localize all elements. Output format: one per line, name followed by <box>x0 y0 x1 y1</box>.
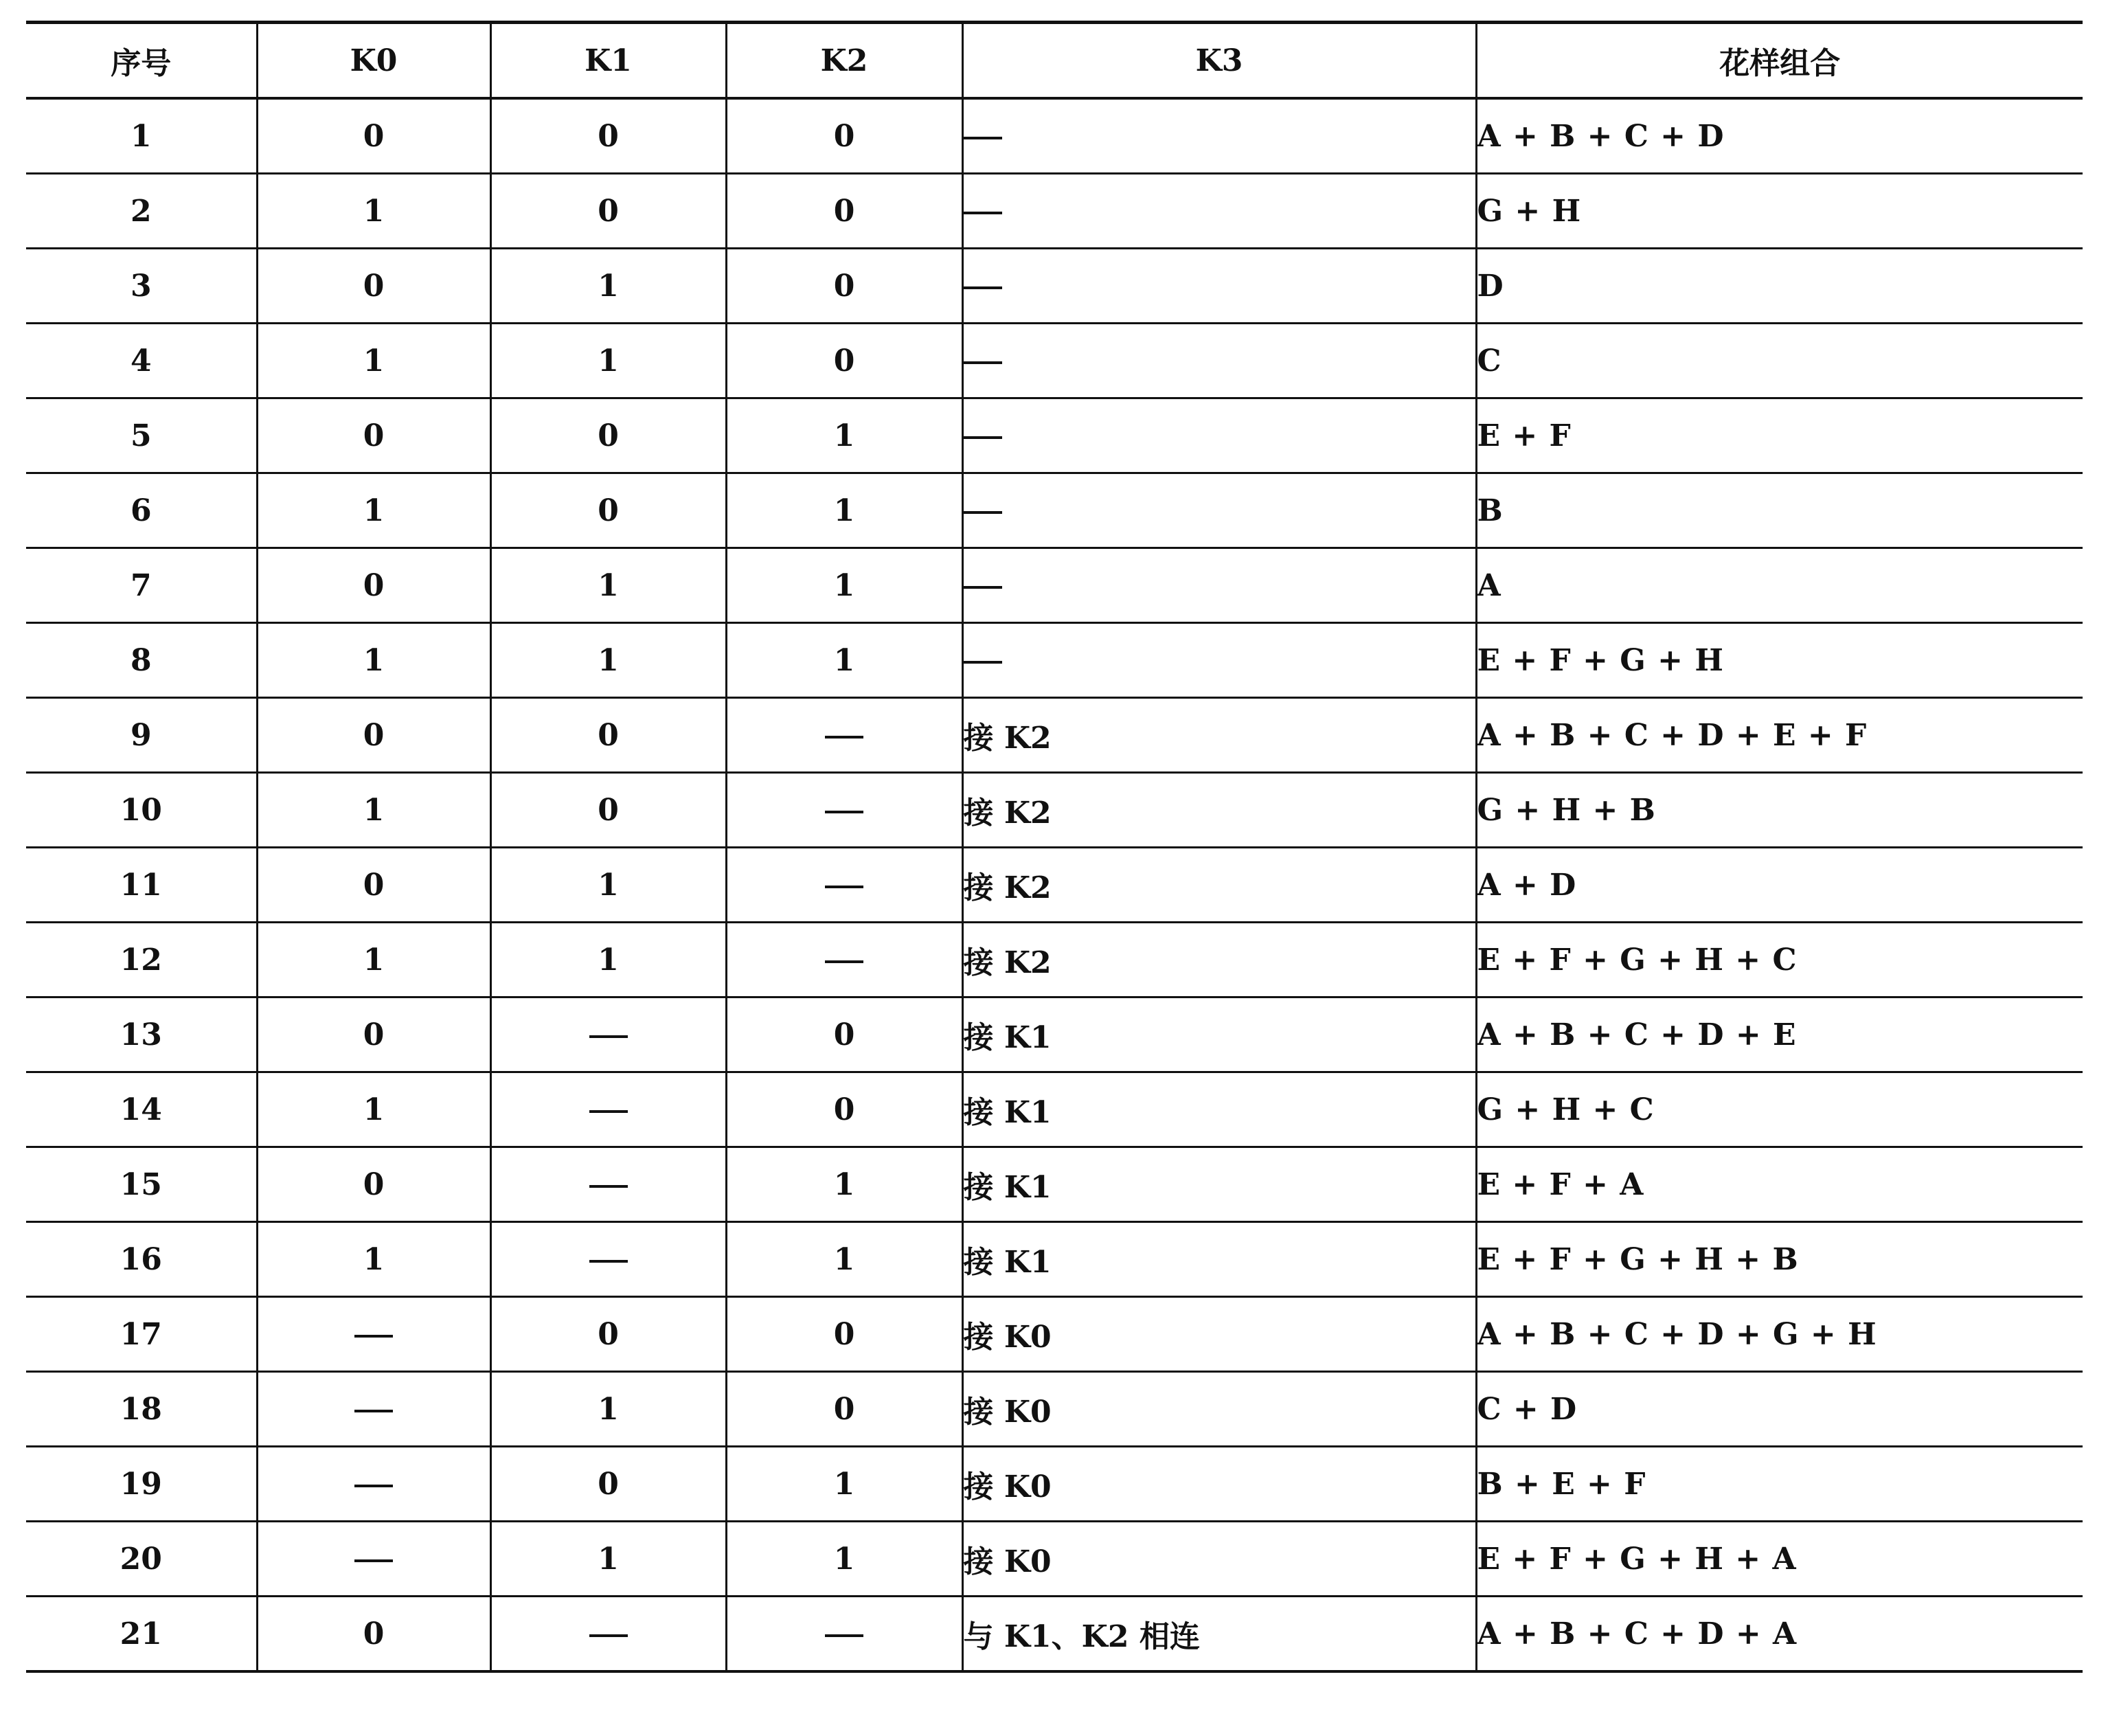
cell-k2 <box>726 923 962 997</box>
cell-k3 <box>962 473 1476 548</box>
header-row <box>26 23 2083 99</box>
cell-k1 <box>490 1147 726 1222</box>
cell-k3: 接 K1 <box>962 1222 1476 1297</box>
cell-index: 14 <box>26 1072 257 1147</box>
dash-mark <box>354 1335 393 1338</box>
cell-index: 8 <box>26 623 257 698</box>
cell-index: 5 <box>26 398 257 473</box>
cell-k0: 1 <box>257 174 490 249</box>
cell-index: 12 <box>26 923 257 997</box>
cell-index: 11 <box>26 848 257 923</box>
table-row <box>26 848 2083 923</box>
cell-index: 21 <box>26 1597 257 1672</box>
cell-k2: 1 <box>726 1222 962 1297</box>
dash-mark <box>354 1559 393 1562</box>
cell-k3: 接 K0 <box>962 1522 1476 1597</box>
dash-mark <box>589 1185 628 1188</box>
table-row <box>26 548 2083 623</box>
cell-k0: 1 <box>257 923 490 997</box>
cell-k2: 0 <box>726 1072 962 1147</box>
cell-k0: 1 <box>257 773 490 848</box>
cell-index: 2 <box>26 174 257 249</box>
cell-k2 <box>726 848 962 923</box>
header-index: 序号 <box>26 23 257 99</box>
cell-k1: 1 <box>490 848 726 923</box>
cell-k3 <box>962 174 1476 249</box>
cell-k2: 1 <box>726 1447 962 1522</box>
dash-mark <box>354 1485 393 1487</box>
dash-mark <box>964 212 1002 214</box>
table-row <box>26 1597 2083 1672</box>
cell-k0: 1 <box>257 324 490 398</box>
cell-index: 9 <box>26 698 257 773</box>
table-row <box>26 324 2083 398</box>
header-k1: K1 <box>490 23 726 99</box>
cell-k3 <box>962 398 1476 473</box>
cell-pattern: A + B + C + D + G + H <box>1476 1297 2083 1372</box>
table-row <box>26 997 2083 1072</box>
cell-k0: 0 <box>257 398 490 473</box>
cell-pattern: A + D <box>1476 848 2083 923</box>
cell-k3 <box>962 548 1476 623</box>
cell-k1: 0 <box>490 174 726 249</box>
cell-k2: 1 <box>726 623 962 698</box>
cell-pattern: D <box>1476 249 2083 324</box>
cell-pattern: E + F + G + H + B <box>1476 1222 2083 1297</box>
table-row <box>26 249 2083 324</box>
header-k2: K2 <box>726 23 962 99</box>
cell-k1: 0 <box>490 1447 726 1522</box>
cell-k1: 1 <box>490 623 726 698</box>
cell-k1: 1 <box>490 249 726 324</box>
cell-k0: 0 <box>257 1597 490 1672</box>
cell-index: 1 <box>26 98 257 174</box>
table-row <box>26 98 2083 174</box>
dash-mark <box>964 511 1002 514</box>
cell-k1 <box>490 997 726 1072</box>
cell-k3 <box>962 324 1476 398</box>
cell-pattern: A + B + C + D + A <box>1476 1597 2083 1672</box>
dash-mark <box>825 1634 863 1637</box>
cell-k0: 0 <box>257 548 490 623</box>
cell-k1 <box>490 1222 726 1297</box>
table-row <box>26 773 2083 848</box>
cell-k3: 接 K1 <box>962 997 1476 1072</box>
table-row <box>26 1372 2083 1447</box>
cell-k1: 1 <box>490 923 726 997</box>
cell-pattern: E + F + G + H + A <box>1476 1522 2083 1597</box>
cell-pattern: A <box>1476 548 2083 623</box>
cell-k0: 0 <box>257 98 490 174</box>
cell-k2: 0 <box>726 1297 962 1372</box>
cell-index: 4 <box>26 324 257 398</box>
cell-k0: 1 <box>257 1222 490 1297</box>
cell-pattern: G + H + B <box>1476 773 2083 848</box>
cell-k1 <box>490 1597 726 1672</box>
dash-mark <box>964 436 1002 439</box>
dash-mark <box>825 736 863 739</box>
cell-k0: 1 <box>257 1072 490 1147</box>
cell-k1: 1 <box>490 548 726 623</box>
table-row <box>26 1522 2083 1597</box>
cell-k3: 接 K1 <box>962 1072 1476 1147</box>
cell-k1: 0 <box>490 98 726 174</box>
cell-k3: 接 K0 <box>962 1372 1476 1447</box>
pattern-combination-table <box>26 21 2083 1673</box>
cell-index: 16 <box>26 1222 257 1297</box>
cell-pattern: E + F + A <box>1476 1147 2083 1222</box>
cell-index: 10 <box>26 773 257 848</box>
cell-k3: 接 K0 <box>962 1447 1476 1522</box>
cell-k3 <box>962 98 1476 174</box>
cell-k2: 0 <box>726 174 962 249</box>
cell-k0 <box>257 1372 490 1447</box>
dash-mark <box>825 811 863 813</box>
dash-mark <box>964 361 1002 364</box>
table-row <box>26 623 2083 698</box>
cell-k0: 0 <box>257 249 490 324</box>
cell-k3: 接 K1 <box>962 1147 1476 1222</box>
table-row <box>26 698 2083 773</box>
cell-k1: 0 <box>490 473 726 548</box>
cell-index: 17 <box>26 1297 257 1372</box>
header-k0: K0 <box>257 23 490 99</box>
cell-k0: 0 <box>257 997 490 1072</box>
cell-k1: 1 <box>490 1372 726 1447</box>
dash-mark <box>354 1410 393 1412</box>
cell-k0: 1 <box>257 623 490 698</box>
cell-k3 <box>962 249 1476 324</box>
dash-mark <box>964 137 1002 139</box>
cell-k1: 1 <box>490 1522 726 1597</box>
cell-k2: 0 <box>726 98 962 174</box>
cell-pattern: E + F <box>1476 398 2083 473</box>
cell-k3: 接 K0 <box>962 1297 1476 1372</box>
cell-index: 20 <box>26 1522 257 1597</box>
header-pattern: 花样组合 <box>1476 23 2083 99</box>
header-k3: K3 <box>962 23 1476 99</box>
cell-k0: 0 <box>257 848 490 923</box>
table-row <box>26 398 2083 473</box>
dash-mark <box>589 1634 628 1637</box>
cell-pattern: E + F + G + H + C <box>1476 923 2083 997</box>
cell-k3: 接 K2 <box>962 773 1476 848</box>
cell-k1: 0 <box>490 773 726 848</box>
table-row <box>26 923 2083 997</box>
cell-k3: 接 K2 <box>962 698 1476 773</box>
cell-k1: 0 <box>490 698 726 773</box>
table-row <box>26 1147 2083 1222</box>
cell-k2: 0 <box>726 249 962 324</box>
cell-pattern: B <box>1476 473 2083 548</box>
cell-k1: 0 <box>490 1297 726 1372</box>
cell-k2: 0 <box>726 1372 962 1447</box>
cell-index: 6 <box>26 473 257 548</box>
cell-pattern: G + H <box>1476 174 2083 249</box>
cell-pattern: A + B + C + D + E <box>1476 997 2083 1072</box>
cell-k3: 接 K2 <box>962 848 1476 923</box>
dash-mark <box>825 960 863 963</box>
table-row <box>26 1297 2083 1372</box>
dash-mark <box>589 1110 628 1113</box>
cell-k0: 0 <box>257 1147 490 1222</box>
cell-k2: 1 <box>726 548 962 623</box>
cell-k2 <box>726 698 962 773</box>
cell-index: 19 <box>26 1447 257 1522</box>
cell-k2 <box>726 1597 962 1672</box>
cell-k3: 接 K2 <box>962 923 1476 997</box>
cell-k1: 0 <box>490 398 726 473</box>
cell-pattern: G + H + C <box>1476 1072 2083 1147</box>
cell-k0: 1 <box>257 473 490 548</box>
dash-mark <box>964 586 1002 589</box>
cell-k0: 0 <box>257 698 490 773</box>
cell-k1 <box>490 1072 726 1147</box>
cell-pattern: A + B + C + D + E + F <box>1476 698 2083 773</box>
cell-index: 15 <box>26 1147 257 1222</box>
table-row <box>26 1222 2083 1297</box>
cell-k2: 1 <box>726 473 962 548</box>
cell-k0 <box>257 1297 490 1372</box>
cell-index: 3 <box>26 249 257 324</box>
cell-index: 18 <box>26 1372 257 1447</box>
dash-mark <box>589 1035 628 1038</box>
cell-k0 <box>257 1522 490 1597</box>
dash-mark <box>589 1260 628 1263</box>
cell-pattern: C + D <box>1476 1372 2083 1447</box>
cell-k2 <box>726 773 962 848</box>
cell-index: 7 <box>26 548 257 623</box>
cell-k2: 1 <box>726 1147 962 1222</box>
cell-pattern: E + F + G + H <box>1476 623 2083 698</box>
dash-mark <box>825 886 863 888</box>
cell-k3: 与 K1、K2 相连 <box>962 1597 1476 1672</box>
table-row <box>26 473 2083 548</box>
table-row <box>26 174 2083 249</box>
dash-mark <box>964 661 1002 664</box>
dash-mark <box>964 286 1002 289</box>
cell-pattern: C <box>1476 324 2083 398</box>
cell-k2: 0 <box>726 997 962 1072</box>
table-row <box>26 1072 2083 1147</box>
cell-k0 <box>257 1447 490 1522</box>
table-row <box>26 1447 2083 1522</box>
cell-k2: 1 <box>726 398 962 473</box>
cell-k2: 0 <box>726 324 962 398</box>
cell-pattern: A + B + C + D <box>1476 98 2083 174</box>
cell-k1: 1 <box>490 324 726 398</box>
cell-pattern: B + E + F <box>1476 1447 2083 1522</box>
cell-k2: 1 <box>726 1522 962 1597</box>
table-body <box>26 98 2083 1671</box>
cell-index: 13 <box>26 997 257 1072</box>
cell-k3 <box>962 623 1476 698</box>
